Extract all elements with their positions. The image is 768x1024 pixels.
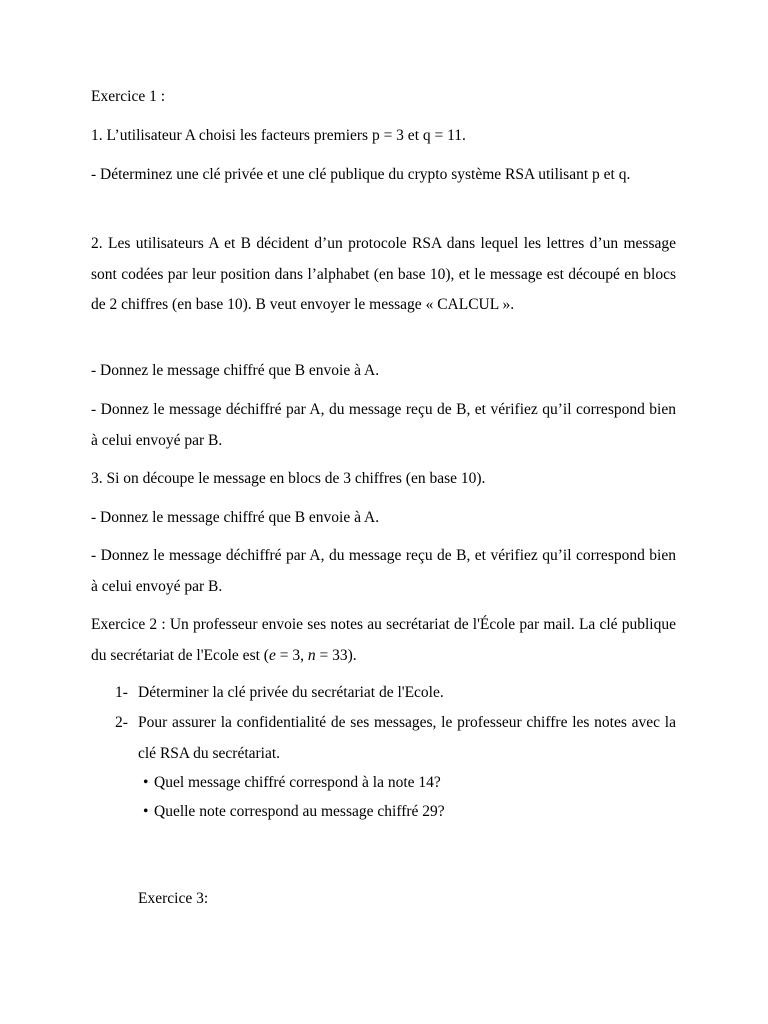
exercise-2-item: [115, 678, 676, 709]
list-text: Pour assurer la confidentialité de ses messages, le professeur chiffre les notes avec la clé RSA du secrétariat.: [138, 714, 676, 762]
exercise-1-question-3-task-b: - Donnez le message déchiffré par A, du message reçu de B, et vérifiez qu’il correspond bien à celui envoyé par B.: [91, 547, 676, 595]
exercise-2-n-value: = 33).: [315, 646, 357, 664]
variable-n: n: [307, 646, 316, 664]
exercise-2-intro: [91, 610, 676, 671]
bullet-text: Quelle note correspond au message chiffré 29?: [154, 803, 445, 820]
bullet-icon: •: [143, 803, 149, 820]
list-text: Déterminer la clé privée du secrétariat de l'Ecole.: [138, 684, 444, 701]
exercise-1-question-1: 1. L’utilisateur A choisi les facteurs premiers p = 3 et q = 11.: [91, 127, 466, 144]
exercise-2-bullet: [143, 797, 676, 828]
exercise-3-title: Exercice 3:: [138, 890, 209, 907]
exercise-2-item: [115, 708, 676, 769]
exercise-1-question-3-task-a: - Donnez le message chiffré que B envoie à A.: [91, 509, 380, 526]
bullet-icon: •: [143, 774, 149, 791]
exercise-1-question-1-task: - Déterminez une clé privée et une clé publique du crypto système RSA utilisant p et q.: [91, 166, 631, 183]
exercise-2-e-value: = 3,: [275, 646, 308, 664]
exercise-1-question-2: 2. Les utilisateurs A et B décident d’un protocole RSA dans lequel les lettres d’un message sont codées par leur position dans l’alphabet (en base 10), et le message est découpé en blocs de 2 chiffres (en base 10). B veut envoyer le message « CALCUL ».: [91, 235, 676, 313]
exercise-1-question-2-task-b: - Donnez le message déchiffré par A, du message reçu de B, et vérifiez qu’il correspond bien à celui envoyé par B.: [91, 401, 676, 449]
list-number: 2-: [115, 714, 128, 731]
list-number: 1-: [115, 684, 128, 701]
bullet-text: Quel message chiffré correspond à la note 14?: [154, 774, 441, 791]
exercise-2-bullet: [143, 768, 676, 799]
exercise-1-title: Exercice 1 :: [91, 88, 166, 105]
exercise-2-intro-text: Exercice 2 : Un professeur envoie ses notes au secrétariat de l'École par mail. La clé publique du secrétariat de l'Ecole est (: [91, 616, 676, 664]
variable-e: e: [268, 646, 276, 664]
exercise-1-question-3: 3. Si on découpe le message en blocs de 3 chiffres (en base 10).: [91, 470, 486, 487]
exercise-1-question-2-task-a: - Donnez le message chiffré que B envoie à A.: [91, 362, 380, 379]
